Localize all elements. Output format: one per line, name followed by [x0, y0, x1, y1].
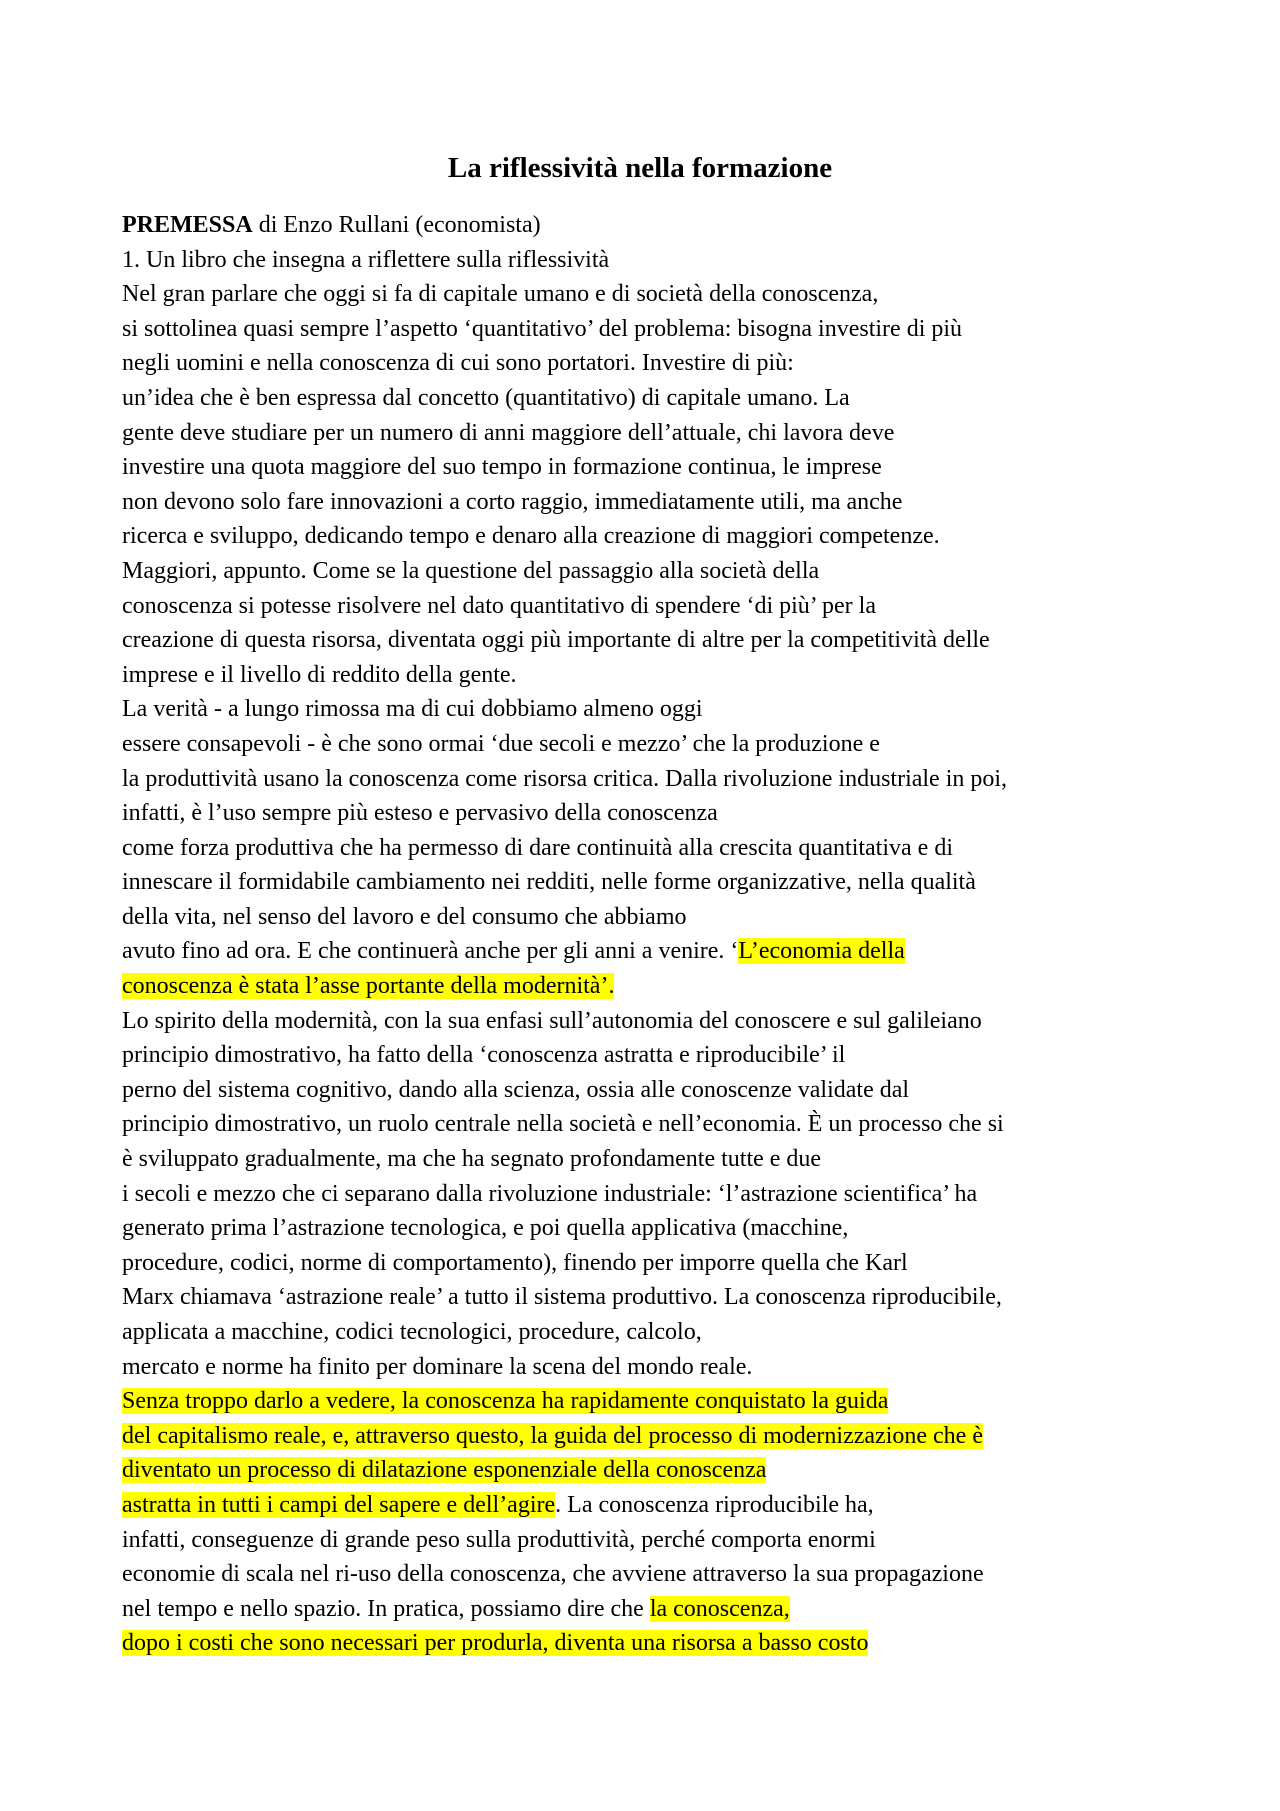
text-line: si sottolinea quasi sempre l’aspetto ‘quantitativo’ del problema: bisogna investire di più: [122, 315, 963, 342]
text-line: innescare il formidabile cambiamento nei redditi, nelle forme organizzative, nella qualità: [122, 869, 976, 896]
text-line: [122, 1453, 1232, 1488]
text-line: non devono solo fare innovazioni a corto raggio, immediatamente utili, ma anche: [122, 488, 903, 515]
text-line: Marx chiamava ‘astrazione reale’ a tutto il sistema produttivo. La conoscenza riproducibile,: [122, 1284, 1002, 1311]
text-line: della vita, nel senso del lavoro e del consumo che abbiamo: [122, 903, 687, 930]
highlighted-text: la conoscenza,: [649, 1595, 790, 1622]
text-line: negli uomini e nella conoscenza di cui sono portatori. Investire di più:: [122, 350, 794, 377]
text-line: [122, 1419, 1232, 1454]
document-body: [122, 208, 1232, 1661]
text-line: [122, 1592, 1232, 1627]
text-line: [122, 969, 1232, 1004]
text-line: infatti, conseguenze di grande peso sulla produttività, perché comporta enormi: [122, 1526, 876, 1553]
text-line: [122, 1384, 1232, 1419]
text-line: ricerca e sviluppo, dedicando tempo e denaro alla creazione di maggiori competenze.: [122, 523, 940, 550]
text-line: creazione di questa risorsa, diventata oggi più importante di altre per la competitività delle: [122, 627, 990, 654]
text-line: procedure, codici, norme di comportamento), finendo per imporre quella che Karl: [122, 1249, 908, 1276]
text-line: economie di scala nel ri-uso della conoscenza, che avviene attraverso la sua propagazione: [122, 1561, 984, 1588]
text-line: la produttività usano la conoscenza come risorsa critica. Dalla rivoluzione industriale in poi,: [122, 765, 1008, 792]
premessa-author: di Enzo Rullani (economista): [252, 212, 541, 238]
text-line: [122, 934, 1232, 969]
text-line: principio dimostrativo, ha fatto della ‘conoscenza astratta e riproducibile’ il: [122, 1042, 846, 1069]
text-segment: nel tempo e nello spazio. In pratica, possiamo dire che: [122, 1595, 650, 1622]
highlighted-text: Senza troppo darlo a vedere, la conoscenza ha rapidamente conquistato la guida: [122, 1388, 889, 1415]
page-title: La riflessività nella formazione: [447, 152, 833, 184]
text-line: Nel gran parlare che oggi si fa di capitale umano e di società della conoscenza,: [122, 281, 879, 308]
text-line: un’idea che è ben espressa dal concetto (quantitativo) di capitale umano. La: [122, 384, 850, 411]
text-line: come forza produttiva che ha permesso di dare continuità alla crescita quantitativa e di: [122, 834, 953, 861]
text-line: infatti, è l’uso sempre più esteso e pervasivo della conoscenza: [122, 800, 718, 827]
text-line: conoscenza si potesse risolvere nel dato quantitativo di spendere ‘di più’ per la: [122, 592, 876, 619]
text-line: investire una quota maggiore del suo tempo in formazione continua, le imprese: [122, 454, 882, 481]
highlighted-text: del capitalismo reale, e, attraverso questo, la guida del processo di modernizzazione che è: [122, 1422, 983, 1449]
highlighted-text: conoscenza è stata l’asse portante della modernità’.: [122, 973, 615, 1000]
highlighted-text: L’economia della: [738, 938, 905, 965]
premessa-line: [122, 208, 1232, 243]
text-line: Maggiori, appunto. Come se la questione del passaggio alla società della: [122, 557, 820, 584]
text-line: perno del sistema cognitivo, dando alla scienza, ossia alle conoscenze validate dal: [122, 1076, 910, 1103]
text-line: principio dimostrativo, un ruolo centrale nella società e nell’economia. È un processo che si: [122, 1111, 1004, 1138]
text-line: generato prima l’astrazione tecnologica, e poi quella applicativa (macchine,: [122, 1215, 849, 1242]
text-line: imprese e il livello di reddito della gente.: [122, 661, 517, 688]
text-line: mercato e norme ha finito per dominare la scena del mondo reale.: [122, 1353, 753, 1380]
text-line: essere consapevoli - è che sono ormai ‘due secoli e mezzo’ che la produzione e: [122, 730, 880, 757]
text-line: Lo spirito della modernità, con la sua enfasi sull’autonomia del conoscere e sul galileiano: [122, 1007, 982, 1034]
text-line: gente deve studiare per un numero di anni maggiore dell’attuale, chi lavora deve: [122, 419, 895, 446]
section-heading: 1. Un libro che insegna a riflettere sulla riflessività: [122, 246, 610, 273]
text-segment: . La conoscenza riproducibile ha,: [555, 1491, 874, 1518]
highlighted-text: dopo i costi che sono necessari per produrla, diventa una risorsa a basso costo: [122, 1630, 869, 1657]
text-line: [122, 1626, 1232, 1661]
highlighted-text: astratta in tutti i campi del sapere e dell’agire: [122, 1491, 556, 1518]
text-segment: avuto fino ad ora. E che continuerà anche per gli anni a venire. ‘: [122, 938, 739, 965]
text-line: La verità - a lungo rimossa ma di cui dobbiamo almeno oggi: [122, 696, 703, 723]
premessa-label: PREMESSA: [122, 212, 253, 238]
highlighted-text: diventato un processo di dilatazione esponenziale della conoscenza: [122, 1457, 767, 1484]
text-line: i secoli e mezzo che ci separano dalla rivoluzione industriale: ‘l’astrazione scientifica’ ha: [122, 1180, 978, 1207]
text-line: [122, 1488, 1232, 1523]
text-line: è sviluppato gradualmente, ma che ha segnato profondamente tutte e due: [122, 1146, 822, 1173]
text-line: applicata a macchine, codici tecnologici, procedure, calcolo,: [122, 1319, 702, 1345]
